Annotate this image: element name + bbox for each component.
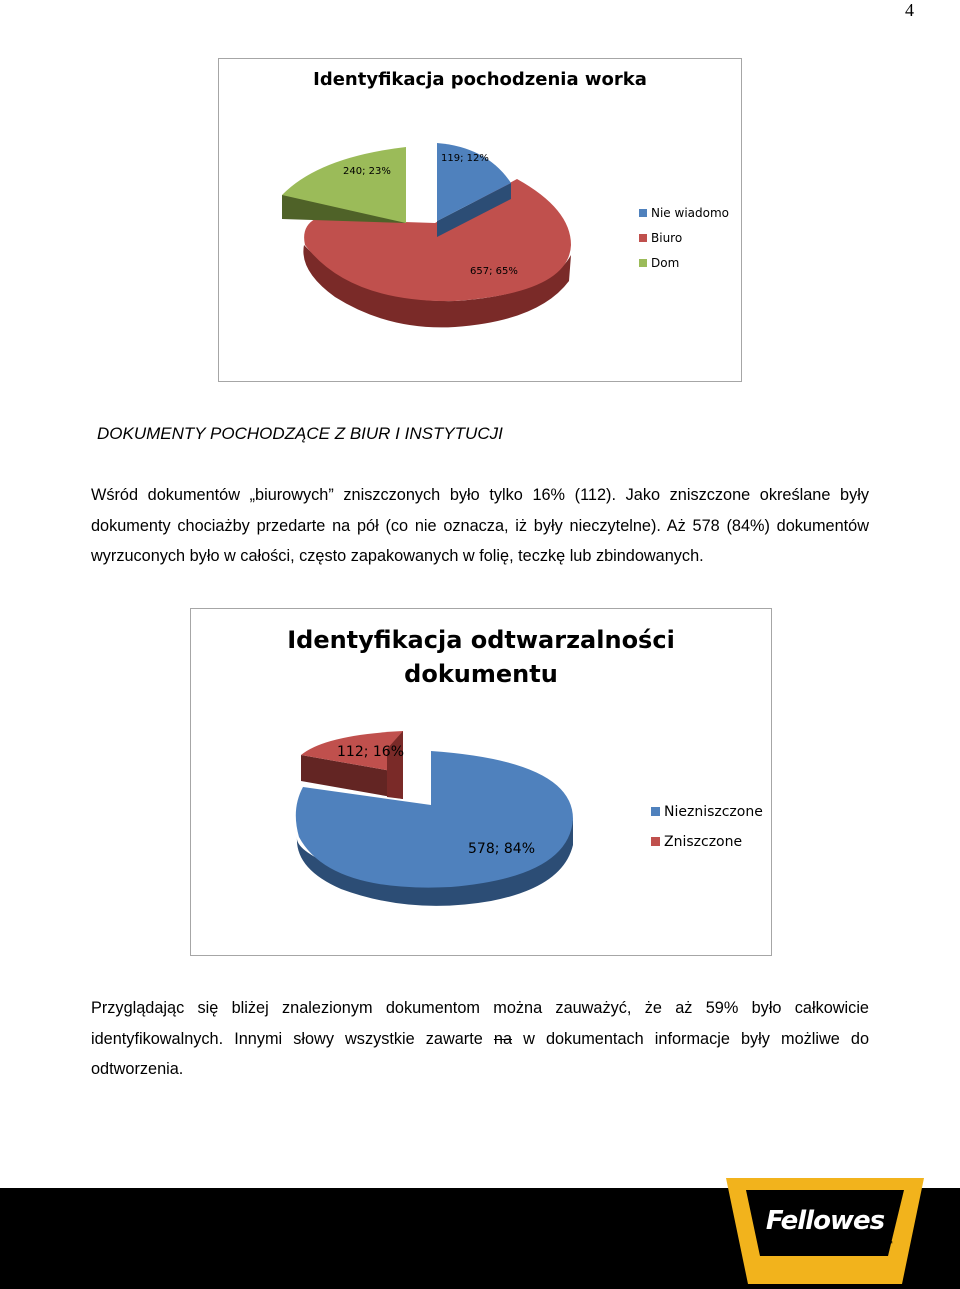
origin-pie-svg <box>219 59 741 381</box>
pie-slice-dom <box>282 147 406 223</box>
data-label-nie-wiadomo: 119; 12% <box>441 153 489 164</box>
chart-legend <box>651 804 763 850</box>
data-label-dom: 240; 23% <box>343 166 391 177</box>
paragraph-2-text-b: w dokumentach informacje były możliwe do odtworzenia. <box>91 1029 870 1078</box>
legend-item-nie-wiadomo: Nie wiadomo <box>651 206 729 220</box>
legend-swatch-dom <box>639 259 647 267</box>
readability-pie-svg <box>191 609 771 955</box>
chart-legend <box>639 206 729 270</box>
legend-swatch-nie-wiadomo <box>639 209 647 217</box>
logo-text: Fellowes <box>765 1206 885 1236</box>
paragraph-2-struck-word: na <box>493 1029 513 1048</box>
legend-item-zniszczone: Zniszczone <box>664 834 743 850</box>
legend-swatch-niezniszczone <box>651 807 660 816</box>
data-label-niezniszczone: 578; 84% <box>468 841 536 857</box>
legend-swatch-zniszczone <box>651 837 660 846</box>
readability-pie-chart <box>190 608 772 956</box>
pie-slice-zniszczone <box>301 731 403 799</box>
fellowes-logo <box>726 1176 924 1286</box>
legend-item-niezniszczone: Niezniszczone <box>664 804 763 820</box>
chart-title-line-2: dokumentu <box>404 660 558 688</box>
paragraph-2-text-a: Przyglądając się bliżej znalezionym dokumentom można zauważyć, że aż 59% było całkowicie identyfikowalnych. Innymi słowy wszystkie zawarte <box>91 999 869 1048</box>
origin-pie-chart <box>218 58 742 382</box>
page-number: 4 <box>905 0 914 20</box>
legend-swatch-biuro <box>639 234 647 242</box>
data-label-zniszczone: 112; 16% <box>337 744 405 760</box>
paragraph-1: Wśród dokumentów „biurowych” zniszczonych było tylko 16% (112). Jako zniszczone określane były dokumenty chociażby przedarte na pół (co nie oznacza, iż były nieczytelne). Aż 578 (84%) dokumentów wyrzuconych było w całości, często zapakowanych w folię, teczkę lub zbindowanych. <box>91 486 869 565</box>
chart-title-line-1: Identyfikacja odtwarzalności <box>287 626 675 654</box>
legend-item-biuro: Biuro <box>651 231 683 245</box>
data-label-biuro: 657; 65% <box>470 266 518 277</box>
chart-title: Identyfikacja pochodzenia worka <box>313 69 647 90</box>
section-heading: DOKUMENTY POCHODZĄCE Z BIUR I INSTYTUCJI <box>97 424 503 443</box>
paragraph-2 <box>91 993 869 1085</box>
logo-tagline: WORK BETTER™ <box>820 1240 894 1249</box>
legend-item-dom: Dom <box>651 256 680 270</box>
